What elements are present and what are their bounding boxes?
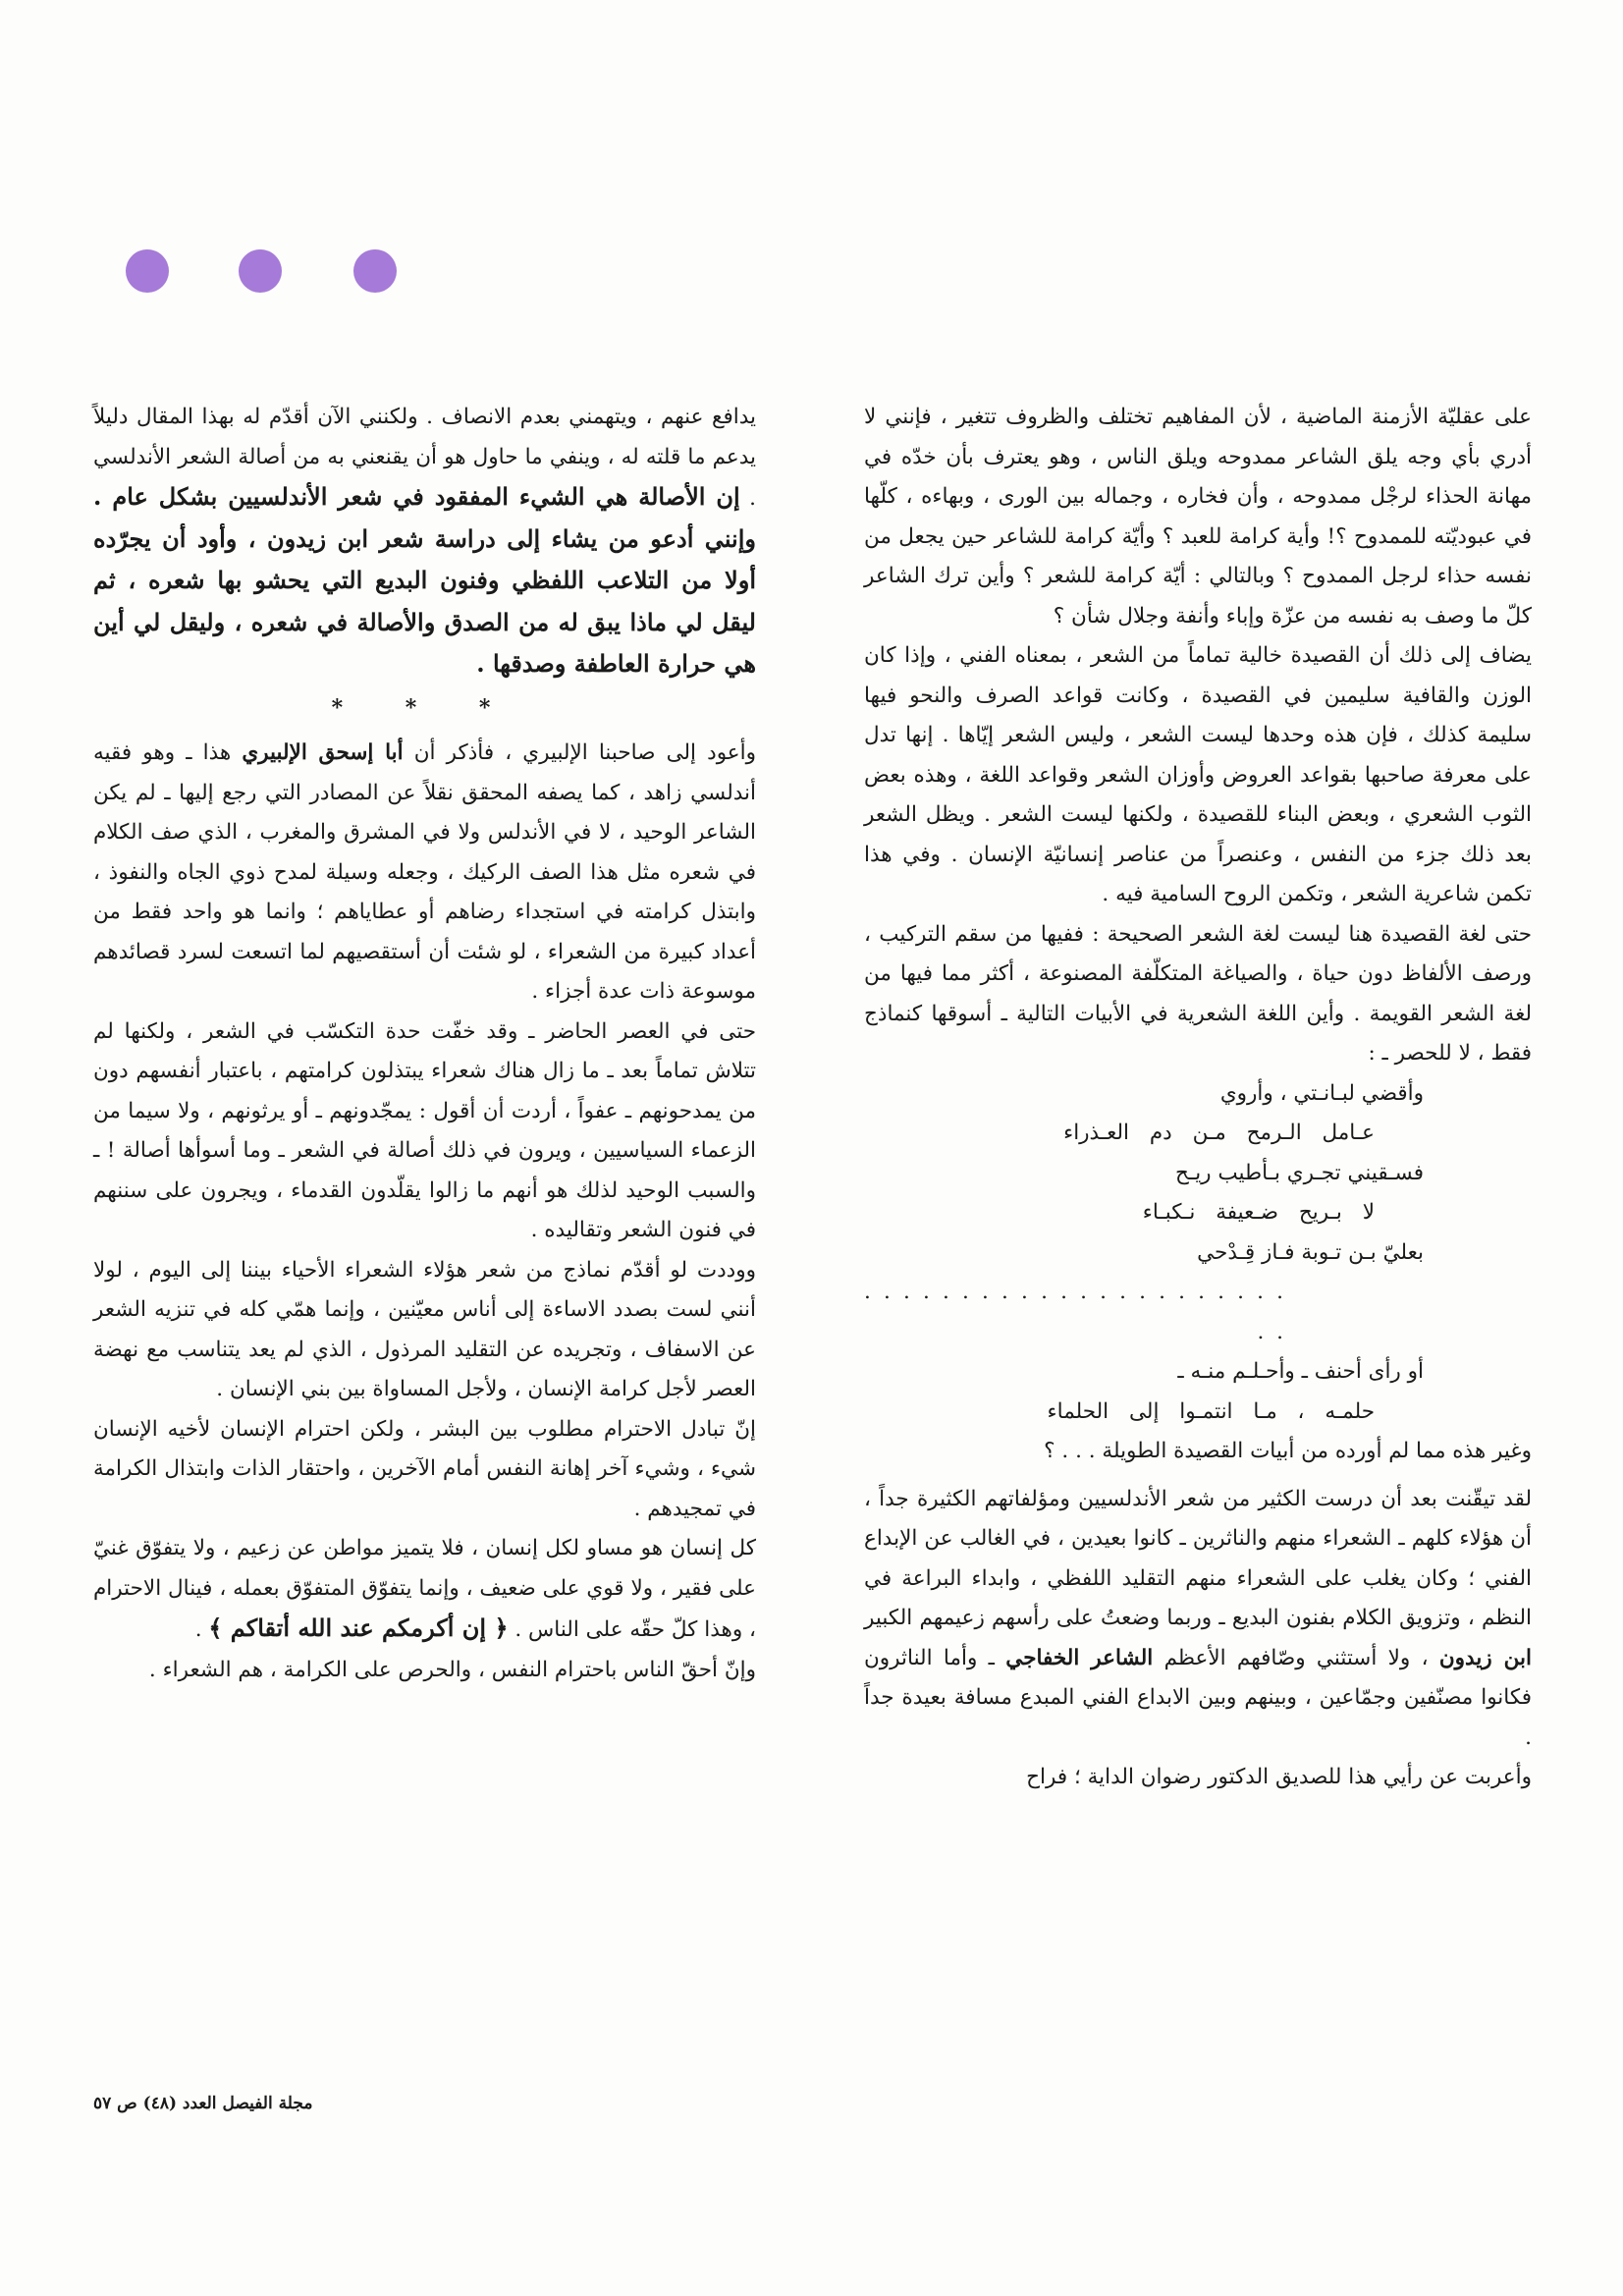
title-dot	[353, 249, 397, 293]
text-run: ، ولا أستثني وصّافهم الأعظم	[1153, 1645, 1439, 1670]
bold-name: الشاعر الخفاجي	[1005, 1645, 1154, 1670]
title-calligraphy	[88, 128, 1586, 373]
right-column	[864, 398, 1532, 1798]
left-column	[93, 398, 756, 1690]
paragraph	[93, 398, 756, 686]
paragraph: ووددت لو أقدّم نماذج من شعر هؤلاء الشعراء الأحياء بيننا إلى اليوم ، لولا أنني لست بصدد الاساءة إلى أناس معيّنين ، وإنما همّي كله في تنزيه الشعر عن الاسفاف ، وتجريده عن التقليد المرذول ، الذي لم يعد يتناسب مع نهضة العصر لأجل كرامة الإنسان ، ولأجل المساواة بين بني الإنسان .	[93, 1257, 756, 1401]
title-dot	[126, 249, 169, 293]
paragraph: على عقليّة الأزمنة الماضية ، لأن المفاهيم تختلف والظروف تتغير ، فإنني لا أدري بأي وجه يلق الشاعر ممدوحه ويلق الناس ، وهو يعترف بأن خدّه في مهانة الحذاء لرجْل ممدوحه ، وأن فخاره ، وجماله بين الورى ، وبهاءه ، كلّها في عبوديّته للممدوح ؟! وأية كرامة للعبد ؟ وأيّة كرامة للشاعر حين يجعل من نفسه حذاء لرجل الممدوح ؟ وبالتالي : أيّة كرامة للشعر ؟ وأين ترك الشاعر كلّ ما وصف به نفسه من عزّة وإباء وأنفة وجلال شأن ؟	[864, 405, 1532, 629]
bold-name: أبا إسحق الإلبيري	[242, 740, 404, 765]
paragraph: إنّ تبادل الاحترام مطلوب بين البشر ، ولكن احترام الإنسان لأخيه الإنسان شيء ، وشيء آخر إهانة النفس أمام الآخرين ، واحتقار الذات وابتذال الكرامة في تمجيدهم .	[93, 1416, 756, 1521]
poem-verse: أو رأى أحنف ـ وأحـلـم منـه ـ	[1177, 1359, 1424, 1384]
poem-verses	[864, 1074, 1532, 1433]
text-run: .	[194, 1617, 209, 1642]
title-dot	[239, 249, 282, 293]
poem-verse: حلمـه ، مـا انتمـوا إلى الحلماء	[1047, 1398, 1375, 1424]
bold-name: ابن زيدون	[1438, 1645, 1532, 1670]
paragraph: حتى لغة القصيدة هنا ليست لغة الشعر الصحيحة : ففيها من سقم التركيب ، ورصف الألفاظ دون حياة ، والصياغة المتكلّفة المصنوعة ، أكثر مما فيها من لغة الشعر القويمة . وأين اللغة الشعرية في الأبيات التالية ـ أسوقها كنماذج فقط ، لا للحصر ـ :	[864, 921, 1532, 1066]
paragraph: يضاف إلى ذلك أن القصيدة خالية تماماً من الشعر ، بمعناه الفني ، وإذا كان الوزن والقافية سليمين في القصيدة ، وكانت قواعد الصرف والنحو فيها سليمة كذلك ، فإن هذه وحدها ليست الشعر ، وليس الشعر إيّاها . إنها تدل على معرفة صاحبها بقواعد العروض وأوزان الشعر وقواعد اللغة ، وهذه بعض الثوب الشعري ، وبعض البناء للقصيدة ، ولكنها ليست الشعر . ويظل الشعر بعد ذلك جزء من النفس ، وعنصراً من عناصر إنسانيّة الإنسان . وفي هذا تكمن شاعرية الشعر ، وتكمن الروح السامية فيه .	[864, 643, 1532, 906]
text-run: يدافع عنهم ، ويتهمني بعدم الانصاف . ولكنني الآن أقدّم له بهذا المقال دليلاً يدعم ما قلته له ، وينفي ما حاول هو أن يقنعني به من أصالة الشعر الأندلسي .	[93, 405, 756, 511]
poem-verse: فسـقيني تجـري بـأطيب ريـح	[1175, 1160, 1424, 1185]
text-run: وأعود إلى صاحبنا الإلبيري ، فأذكر أن	[403, 740, 756, 765]
paragraph	[93, 734, 756, 1012]
paragraph: حتى في العصر الحاضر ـ وقد خفّت حدة التكسّب في الشعر ، ولكنها لم تتلاش تماماً بعد ـ ما زال هناك شعراء يبتذلون كرامتهم ، باعتبار أنفسهم دون من يمدحونهم ـ عفواً ، أردت أن أقول : يمجّدونهم ـ أو يرثونهم ، ولا سيما من الزعماء السياسيين ، ويرون في ذلك أصالة في الشعر ـ وما أسوأها أصالة ! ـ والسبب الوحيد لذلك هو أنهم ما زالوا يقلّدون القدماء ، ويجرون على سننهم في فنون الشعر وتقاليده .	[93, 1018, 756, 1242]
paragraph: وإنّ أحقّ الناس باحترام النفس ، والحرص على الكرامة ، هم الشعراء .	[148, 1657, 756, 1682]
poem-verse: لا بـريح ضـعيفة نـكبـاء	[1142, 1200, 1375, 1225]
text-run: لقد تيقّنت بعد أن درست الكثير من شعر الأندلسيين ومؤلفاتهم الكثيرة جداً ، أن هؤلاء كلهم ـ الشعراء منهم والناثرين ـ كانوا بعيدين ، في الغالب عن الإبداع الفني ؛ وكان يغلب على الشعراء منهم التقليد اللفظي ، وابداء البراعة في النظم ، وتزويق الكلام بفنون البديع ـ وربما وضعتُ على رأسهم زعيمهم الكبير	[864, 1486, 1532, 1630]
paragraph: وأعربت عن رأيي هذا للصديق الدكتور رضوان الداية ؛ فراح	[1026, 1765, 1532, 1789]
poem-ellipsis: . . . . . . . . . . . . . . . . . . . . . . . .	[864, 1280, 1286, 1344]
page-footer: مجلة الفيصل العدد (٤٨) ص ٥٧	[93, 2094, 313, 2113]
paragraph: وغير هذه مما لم أورده من أبيات القصيدة الطويلة . . . ؟	[1044, 1439, 1532, 1463]
text-run: كل إنسان هو مساو لكل إنسان ، فلا يتميز مواطن عن زعيم ، ولا يتفوّق غنيّ على فقير ، ولا قوي على ضعيف ، وإنما يتفوّق المتفوّق بعمله ، فينال الاحترام ، وهذا كلّ حقّه على الناس .	[93, 1536, 756, 1642]
quran-quote: ﴿ إن أكرمكم عند الله أتقاكم ﴾	[208, 1613, 509, 1642]
poem-verse: وأقضي لبـانـتي ، وأروي	[1219, 1080, 1424, 1106]
poem-verse: بعليّ بـن تـوبة فـاز قِـدْحي	[1197, 1239, 1424, 1265]
title-ornament-dots	[126, 249, 397, 293]
poem-verse: عـامل الـرمح مـن دم العـذراء	[1063, 1121, 1375, 1145]
paragraph	[864, 1480, 1532, 1759]
text-run: ـ وأما الناثرون فكانوا مصنّفين وجمّاعين ، وبينهم وبين الابداع الفني المبدع مسافة بعيدة جداً .	[864, 1645, 1532, 1750]
bold-passage: إن الأصالة هي الشيء المفقود في شعر الأندلسيين بشكل عام . وإنني أدعو من يشاء إلى دراسة شعر ابن زيدون ، وأود أن يجرّده أولا من التلاعب اللفظي وفنون البديع التي يحشو بها شعره ، ثم ليقل لي ماذا يبق له من الصدق والأصالة في شعره ، وليقل لي أين هي حرارة العاطفة وصدقها .	[93, 482, 756, 678]
paragraph	[93, 1529, 756, 1651]
section-separator: * * *	[331, 694, 518, 721]
text-run: هذا ـ وهو فقيه أندلسي زاهد ، كما يصفه المحقق نقلاً عن المصادر التي رجع إليها ـ لم يكن الشاعر الوحيد ، لا في الأندلس ولا في المشرق والمغرب ، الذي صف الكلام في شعره مثل هذا الصف الركيك ، وجعله وسيلة لمدح ذوي الجاه والنفوذ ، وابتذل كرامته في استجداء رضاهم أو عطاياهم ؛ وانما هو واحد فقط من أعداد كبيرة من الشعراء ، لو شئت أن أستقصيهم لما اتسعت لسرد قصائدهم موسوعة ذات عدة أجزاء .	[93, 740, 756, 1004]
